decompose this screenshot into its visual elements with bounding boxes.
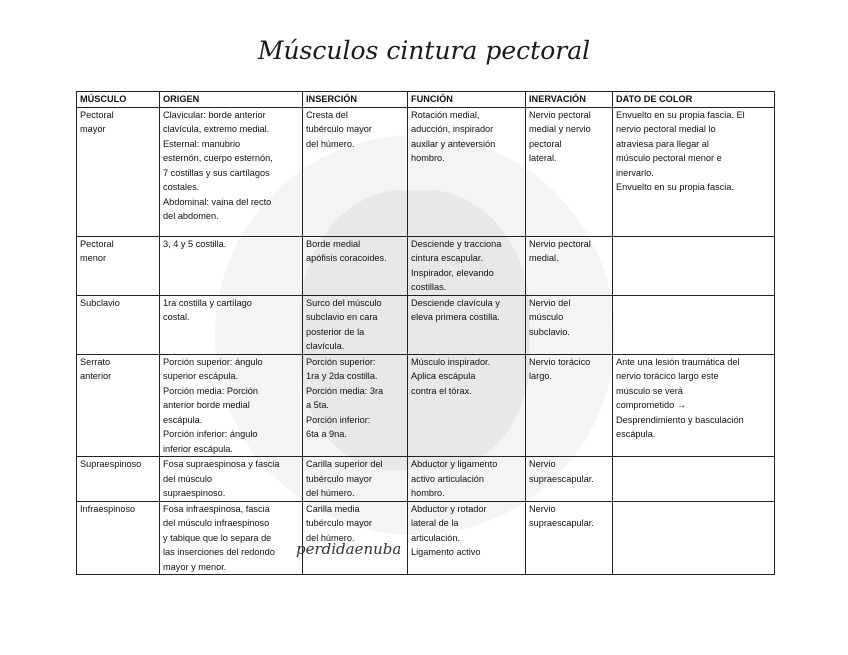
cell-origen (160, 354, 303, 457)
cell-text-line: 3, 4 y 5 costilla. (163, 238, 227, 249)
cell-text-line: Nervio pectoral (529, 109, 591, 120)
cell-funcion (408, 501, 526, 575)
cell-text-line: articulación. (411, 532, 461, 543)
cell-text-line: aducción, inspirador (411, 124, 494, 134)
cell-text-line: menor (80, 253, 107, 263)
cell-text-line: comprometido → (616, 400, 686, 410)
cell-text-line: Nervio del (529, 297, 571, 308)
cell-text-line: supraescapular. (529, 518, 594, 528)
cell-text-line: Esternal: manubrio (163, 138, 241, 149)
cell-text-line: costillas. (411, 282, 447, 292)
cell-text-line: músculo se verá (616, 385, 683, 396)
muscle-table (76, 91, 775, 575)
cell-text-line: Porción media: 3ra (306, 385, 384, 396)
cell-origen (160, 457, 303, 502)
cell-text-line: esternón, cuerpo esternón, (163, 153, 273, 163)
cell-text-line: del húmero. (306, 488, 355, 498)
cell-text-line: Carilla superior del (306, 459, 383, 469)
cell-text-line: apófisis coracoides. (306, 253, 387, 263)
cell-text-line: Desprendimiento y basculación (616, 414, 744, 425)
cell-text-line: escápula. (163, 414, 203, 425)
cell-text-line: Envuelto en su propia fascia. (616, 182, 734, 192)
table-row (77, 354, 775, 457)
cell-text-line: del músculo (163, 473, 213, 484)
cell-text-line: Supraespinoso (80, 459, 142, 469)
cell-text-line: Abductor y ligamento (411, 459, 498, 469)
header-funcion: FUNCIÓN (408, 92, 526, 108)
cell-text-line: a 5ta. (306, 400, 329, 410)
cell-inervacion (526, 354, 613, 457)
cell-text-line: Surco del músculo (306, 297, 382, 308)
cell-text-line: Porción media: Porción (163, 385, 258, 396)
cell-funcion (408, 295, 526, 354)
cell-text-line: Aplica escápula (411, 371, 476, 381)
cell-text-line: músculo (529, 312, 564, 322)
cell-text-line: supraespinoso. (163, 488, 226, 498)
table-row (77, 501, 775, 575)
cell-text-line: Borde medial (306, 238, 361, 249)
cell-funcion (408, 236, 526, 295)
cell-insercion (303, 457, 408, 502)
cell-text-line: 6ta a 9na. (306, 429, 347, 439)
cell-text-line: Subclavio (80, 297, 120, 308)
cell-text-line: Nervio torácico (529, 356, 591, 367)
table-row (77, 295, 775, 354)
cell-text-line: atraviesa para llegar al (616, 138, 709, 149)
header-musculo: MÚSCULO (77, 92, 160, 108)
cell-text-line: eleva primera costilla. (411, 312, 500, 322)
cell-text-line: Nervio (529, 459, 556, 469)
cell-text-line: posterior de la (306, 326, 365, 337)
cell-text-line: cintura escapular. (411, 253, 484, 263)
cell-text-line: subclavio en cara (306, 312, 378, 322)
cell-text-line: clavícula, extremo medial. (163, 124, 270, 134)
cell-text-line: anterior borde medial (163, 400, 250, 410)
cell-text-line: inervarlo. (616, 167, 654, 178)
cell-text-line: nervio pectoral medial lo (616, 124, 716, 134)
cell-text-line: costal. (163, 312, 190, 322)
cell-text-line: Porción inferior: (306, 414, 371, 425)
cell-text-line: Ligamento activo (411, 547, 481, 557)
cell-text-line: Pectoral (80, 109, 114, 120)
cell-inervacion (526, 295, 613, 354)
cell-insercion (303, 295, 408, 354)
cell-insercion (303, 501, 408, 575)
table-header-row (77, 92, 775, 108)
cell-text-line: Infraespinoso (80, 503, 136, 514)
cell-text-line: Pectoral (80, 238, 114, 249)
cell-funcion (408, 457, 526, 502)
cell-text-line: hombro. (411, 488, 445, 498)
cell-text-line: medial. (529, 253, 559, 263)
cell-insercion (303, 354, 408, 457)
cell-text-line: largo. (529, 371, 552, 381)
cell-text-line: del húmero. (306, 532, 355, 543)
table-row (77, 107, 775, 236)
cell-funcion (408, 107, 526, 236)
cell-musculo (77, 295, 160, 354)
cell-text-line: escápula. (616, 429, 656, 439)
cell-text-line: Músculo inspirador. (411, 356, 491, 367)
cell-text-line: Ante una lesión traumática del (616, 356, 740, 367)
cell-musculo (77, 501, 160, 575)
cell-musculo (77, 354, 160, 457)
cell-text-line: lateral de la (411, 518, 459, 528)
cell-text-line: clavícula. (306, 341, 345, 351)
cell-dato-de-color (613, 295, 775, 354)
cell-text-line: las inserciones del redondo (163, 547, 275, 557)
cell-text-line: Fosa infraespinosa, fascia (163, 503, 270, 514)
cell-text-line: lateral. (529, 153, 557, 163)
cell-text-line: 7 costillas y sus cartílagos (163, 167, 270, 178)
header-inervacion: INERVACIÓN (526, 92, 613, 108)
cell-text-line: 1ra costilla y cartílago (163, 297, 252, 308)
header-dato-de-color: DATO DE COLOR (613, 92, 775, 108)
header-origen: ORIGEN (160, 92, 303, 108)
cell-text-line: del húmero. (306, 138, 355, 149)
cell-text-line: Desciende clavícula y (411, 297, 500, 308)
cell-inervacion (526, 501, 613, 575)
cell-musculo (77, 457, 160, 502)
cell-text-line: Desciende y tracciona (411, 238, 502, 249)
cell-text-line: superior escápula. (163, 371, 239, 381)
cell-text-line: del músculo infraespinoso (163, 518, 270, 528)
cell-dato-de-color (613, 236, 775, 295)
cell-text-line: Inspirador, elevando (411, 267, 494, 278)
cell-dato-de-color (613, 457, 775, 502)
cell-insercion (303, 236, 408, 295)
cell-text-line: Serrato (80, 356, 111, 367)
cell-text-line: contra el tórax. (411, 385, 472, 396)
cell-origen (160, 501, 303, 575)
cell-text-line: mayor (80, 124, 106, 134)
signature: perdidaenuba (296, 540, 402, 558)
cell-dato-de-color (613, 501, 775, 575)
cell-text-line: Abdominal: vaina del recto (163, 196, 272, 207)
cell-text-line: tubérculo mayor (306, 473, 372, 484)
cell-origen (160, 295, 303, 354)
cell-dato-de-color (613, 107, 775, 236)
cell-text-line: mayor y menor. (163, 561, 227, 572)
cell-text-line: Porción superior: (306, 356, 376, 367)
header-insercion: INSERCIÓN (303, 92, 408, 108)
cell-text-line: auxilar y anteversión (411, 138, 496, 149)
cell-text-line: anterior (80, 371, 112, 381)
cell-text-line: y tabique que lo separa de (163, 532, 272, 543)
cell-origen (160, 107, 303, 236)
cell-insercion (303, 107, 408, 236)
cell-inervacion (526, 457, 613, 502)
cell-text-line: Rotación medial, (411, 109, 480, 120)
cell-musculo (77, 236, 160, 295)
cell-text-line: tubérculo mayor (306, 518, 372, 528)
cell-text-line: tubérculo mayor (306, 124, 372, 134)
cell-text-line: Nervio (529, 503, 556, 514)
cell-text-line: Porción inferior: ángulo (163, 429, 258, 439)
cell-text-line: Cresta del (306, 109, 348, 120)
page-title: Músculos cintura pectoral (257, 36, 591, 65)
table-body (77, 107, 775, 575)
cell-text-line: del abdomen. (163, 211, 219, 221)
cell-inervacion (526, 107, 613, 236)
cell-text-line: Nervio pectoral (529, 238, 591, 249)
cell-text-line: costales. (163, 182, 200, 192)
cell-origen (160, 236, 303, 295)
cell-text-line: activo articulación (411, 473, 485, 484)
table-row (77, 457, 775, 502)
cell-text-line: Abductor y rotador (411, 503, 487, 514)
cell-text-line: músculo pectoral menor e (616, 153, 722, 163)
cell-text-line: medial y nervio (529, 124, 591, 134)
cell-text-line: Envuelto en su propia fascia. El (616, 109, 745, 120)
cell-text-line: supraescapular. (529, 473, 594, 484)
cell-text-line: inferior escápula. (163, 443, 233, 454)
cell-text-line: pectoral (529, 138, 562, 149)
cell-musculo (77, 107, 160, 236)
cell-inervacion (526, 236, 613, 295)
cell-funcion (408, 354, 526, 457)
cell-text-line: hombro. (411, 153, 445, 163)
cell-text-line: Porción superior: ángulo (163, 356, 263, 367)
cell-dato-de-color (613, 354, 775, 457)
table-row (77, 236, 775, 295)
cell-text-line: nervio torácico largo este (616, 371, 719, 381)
cell-text-line: subclavio. (529, 326, 570, 337)
cell-text-line: Fosa supraespinosa y fascia (163, 459, 280, 469)
cell-text-line: Clavicular: borde anterior (163, 109, 266, 120)
cell-text-line: 1ra y 2da costilla. (306, 371, 378, 381)
cell-text-line: Carilla media (306, 503, 360, 514)
